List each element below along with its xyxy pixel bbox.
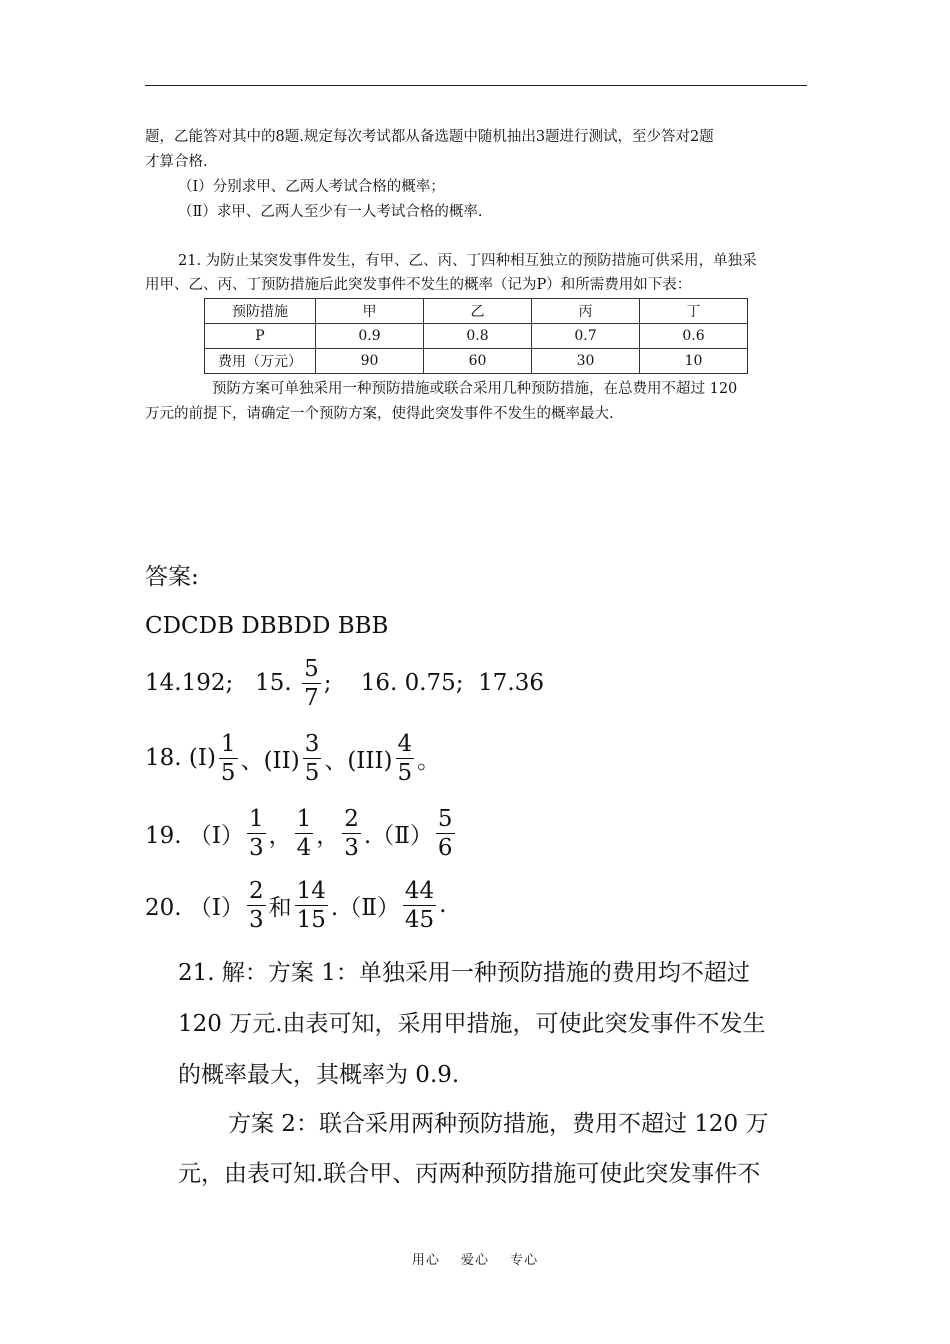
answer-text: 18. (I)	[145, 745, 216, 771]
table-cell: 0.9	[316, 324, 424, 349]
problem20-line2: 才算合格.	[145, 154, 208, 170]
answer-text: 。	[417, 747, 441, 774]
footer-text: 用心	[411, 1253, 440, 1268]
numerator: 1	[248, 805, 264, 832]
denominator: 3	[248, 834, 264, 861]
table-header-row	[205, 299, 748, 324]
header-rule	[145, 85, 807, 86]
answer-text: .（Ⅱ）	[363, 822, 433, 849]
solution21-line1: 21. 解：方案 1：单独采用一种预防措施的费用均不超过	[178, 960, 750, 986]
numerator: 5	[437, 805, 453, 832]
answer-text: .（Ⅱ）	[330, 894, 400, 921]
table-cell: 90	[316, 349, 424, 374]
table-row	[205, 324, 748, 349]
table-header-cell: 预防措施	[205, 299, 316, 324]
denominator: 7	[304, 684, 319, 711]
table-row	[205, 349, 748, 374]
denominator: 4	[296, 834, 312, 861]
table-header-cell: 丁	[640, 299, 748, 324]
denominator: 5	[397, 759, 413, 786]
denominator: 3	[344, 834, 359, 861]
answer-text: 14.192; 15.	[145, 670, 300, 696]
fraction	[295, 877, 328, 934]
numerator: 5	[304, 655, 319, 682]
answer-text: .	[439, 892, 447, 918]
table-cell: 0.7	[532, 324, 640, 349]
page-footer	[0, 1249, 950, 1268]
table-cell: 0.6	[640, 324, 748, 349]
answer-text: 19. （Ⅰ）	[145, 822, 244, 849]
problem21-after1: 预防方案可单独采用一种预防措施或联合采用几种预防措施，在总费用不超过 120	[212, 381, 738, 397]
fraction	[219, 730, 238, 787]
fraction	[295, 805, 314, 862]
denominator: 45	[404, 906, 435, 933]
fraction	[247, 877, 266, 934]
table-cell: 30	[532, 349, 640, 374]
problem20-part1: （Ⅰ）分别求甲、乙两人考试合格的概率；	[178, 179, 445, 195]
table-header-cell: 甲	[316, 299, 424, 324]
table-cell: 10	[640, 349, 748, 374]
table-cell: 60	[424, 349, 532, 374]
fraction	[303, 730, 322, 787]
table-header-cell: 丙	[532, 299, 640, 324]
answer-text: ; 16. 0.75; 17.36	[323, 670, 545, 696]
denominator: 5	[304, 759, 320, 786]
answer-line-18	[145, 723, 440, 793]
fraction	[396, 730, 415, 787]
numerator: 1	[296, 805, 312, 832]
answer-line-14-17	[145, 648, 544, 718]
answer-text: ，	[316, 822, 340, 849]
measures-table	[204, 298, 748, 374]
answers-choices: CDCDB DBBDD BBB	[145, 613, 389, 639]
denominator: 3	[248, 906, 264, 933]
numerator: 44	[404, 877, 435, 904]
problem21-after2: 万元的前提下，请确定一个预防方案，使得此突发事件不发生的概率最大.	[145, 406, 614, 422]
solution21-line4: 方案 2：联合采用两种预防措施，费用不超过 120 万	[228, 1111, 769, 1137]
fraction	[403, 877, 436, 934]
answer-line-19	[145, 798, 458, 868]
footer-text: 专心	[510, 1253, 539, 1268]
solution21-line2: 120 万元.由表可知，采用甲措施，可使此突发事件不发生	[178, 1011, 766, 1037]
numerator: 4	[397, 730, 413, 757]
answer-text: 和	[268, 894, 292, 921]
answer-text: 、(II)	[240, 747, 300, 774]
table-cell: 0.8	[424, 324, 532, 349]
fraction	[342, 805, 361, 862]
table-cell: P	[205, 324, 316, 349]
problem21-line2: 用甲、乙、丙、丁预防措施后此突发事件不发生的概率（记为P）和所需费用如下表：	[145, 277, 692, 293]
problem21-line1: 21. 为防止某突发事件发生，有甲、乙、丙、丁四种相互独立的预防措施可供采用，单独采	[178, 253, 757, 269]
numerator: 14	[296, 877, 326, 904]
fraction-15	[302, 655, 321, 712]
numerator: 3	[304, 730, 320, 757]
answer-text: 、(III)	[324, 747, 393, 774]
numerator: 1	[220, 730, 236, 757]
footer-text: 爱心	[460, 1253, 489, 1268]
answer-text: 20. （Ⅰ）	[145, 894, 244, 921]
numerator: 2	[344, 805, 359, 832]
solution21-line3: 的概率最大，其概率为 0.9.	[178, 1062, 460, 1088]
denominator: 5	[220, 759, 236, 786]
problem20-part2: （Ⅱ）求甲、乙两人至少有一人考试合格的概率.	[178, 204, 483, 220]
fraction	[436, 805, 455, 862]
problem20-line1: 题，乙能答对其中的8题.规定每次考试都从备选题中随机抽出3题进行测试，至少答对2题	[145, 129, 714, 145]
answer-text: ，	[268, 822, 292, 849]
denominator: 15	[296, 906, 326, 933]
answers-heading: 答案:	[145, 564, 199, 590]
table-cell: 费用（万元）	[205, 349, 316, 374]
numerator: 2	[248, 877, 264, 904]
fraction	[247, 805, 266, 862]
answer-line-20	[145, 870, 446, 940]
solution21-line5: 元，由表可知.联合甲、丙两种预防措施可使此突发事件不	[178, 1161, 761, 1187]
table-header-cell: 乙	[424, 299, 532, 324]
denominator: 6	[437, 834, 453, 861]
